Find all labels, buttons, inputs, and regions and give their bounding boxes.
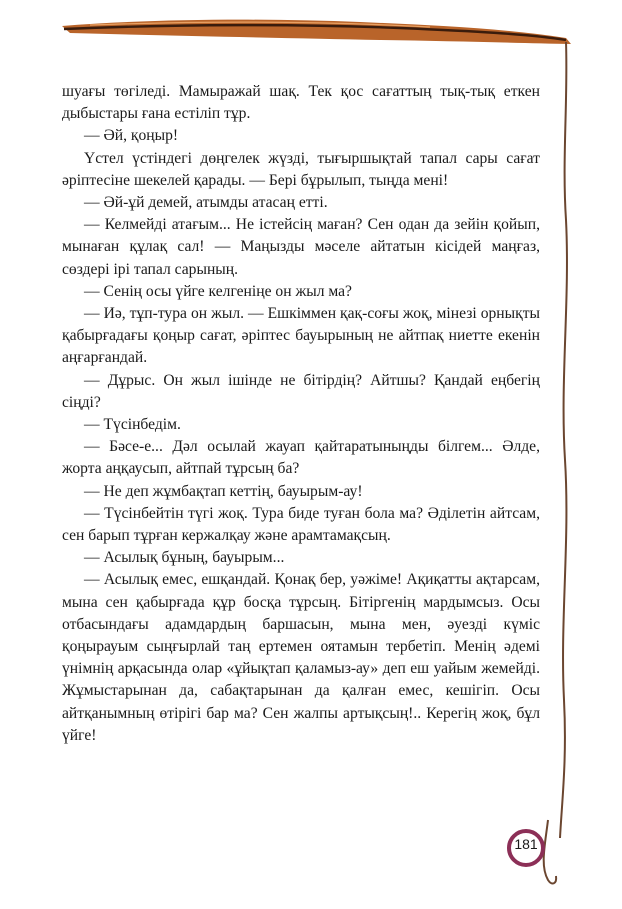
paragraph: — Бәсе-е... Дәл осылай жауап қайтаратыныңды білгем... Әлде, жорта аңқаусып, айтпай тұрсың ба?	[62, 438, 540, 478]
paragraph: — Әй-ұй демей, атымды атасаң етті.	[84, 194, 328, 212]
top-ribbon-decoration	[62, 20, 571, 44]
paragraph: — Дұрыс. Он жыл ішінде не бітірдің? Айтшы? Қандай еңбегің сіңді?	[62, 371, 540, 411]
body-text	[62, 81, 540, 747]
page-number: 181	[514, 836, 538, 852]
top-ribbon-shadow	[64, 25, 566, 40]
paragraph: — Асылық бұның, бауырым...	[84, 549, 285, 567]
right-string-decoration	[560, 42, 567, 838]
paragraph: — Иә, тұп-тура он жыл. — Ешкіммен қақ-соғы жоқ, мінезі орнықты қабырғадағы қоңыр сағат, әріптес бауырының не айтпақ ниетте екенін аңғарғандай.	[62, 305, 540, 367]
paragraph: — Не деп жұмбақтап кеттің, бауырым-ау!	[84, 482, 363, 500]
hook-decoration	[544, 820, 556, 883]
top-ribbon-highlight	[90, 22, 430, 27]
paragraph: — Келмейді атағым... Не істейсің маған? Сен одан да зейін қойып, мынаған құлақ сал! — Маңызды мәселе айтатын кісідей маңғаз, сөздері ірі тапал сарының.	[62, 216, 540, 278]
paragraph: Үстел үстіндегі дөңгелек жүзді, тығыршықтай тапал сары сағат әріптесіне шекелей қарады. — Бері бұрылып, тыңда мені!	[62, 149, 540, 189]
paragraph: — Әй, қоңыр!	[84, 127, 179, 145]
paragraph: — Асылық емес, ешқандай. Қонақ бер, уәжіме! Ақиқатты ақтарсам, мына сен қабырғада құр босқа тұрсың. Бітіргенің мардымсыз. Осы отбасындағы адамдардың баршасын, мына мен, әуезді күміс қоңырауым сыңғырлай таң ертемен оятамын тербетіп. Менің әдемі үнімнің арқасында олар «ұйықтап қаламыз-ау» деп еш уайым жемейді. Жұмыстарынан да, сабақтарынан да қалған емес, кешігіп. Осы айтқанымның өтірігі бар ма? Сен жалпы артықсың!.. Керегің жоқ, бұл үйге!	[62, 571, 540, 744]
paragraph: шуағы төгіледі. Мамыражай шақ. Тек қос сағаттың тық-тық еткен дыбыстары ғана естіліп тұр.	[62, 83, 540, 123]
paragraph: — Сенің осы үйге келгеніңе он жыл ма?	[84, 282, 352, 300]
paragraph: — Түсінбедім.	[84, 416, 181, 434]
paragraph: — Түсінбейтін түгі жоқ. Тура биде туған бола ма? Әділетін айтсам, сен барып тұрған кержалқау және арамтамақсың.	[62, 504, 540, 545]
